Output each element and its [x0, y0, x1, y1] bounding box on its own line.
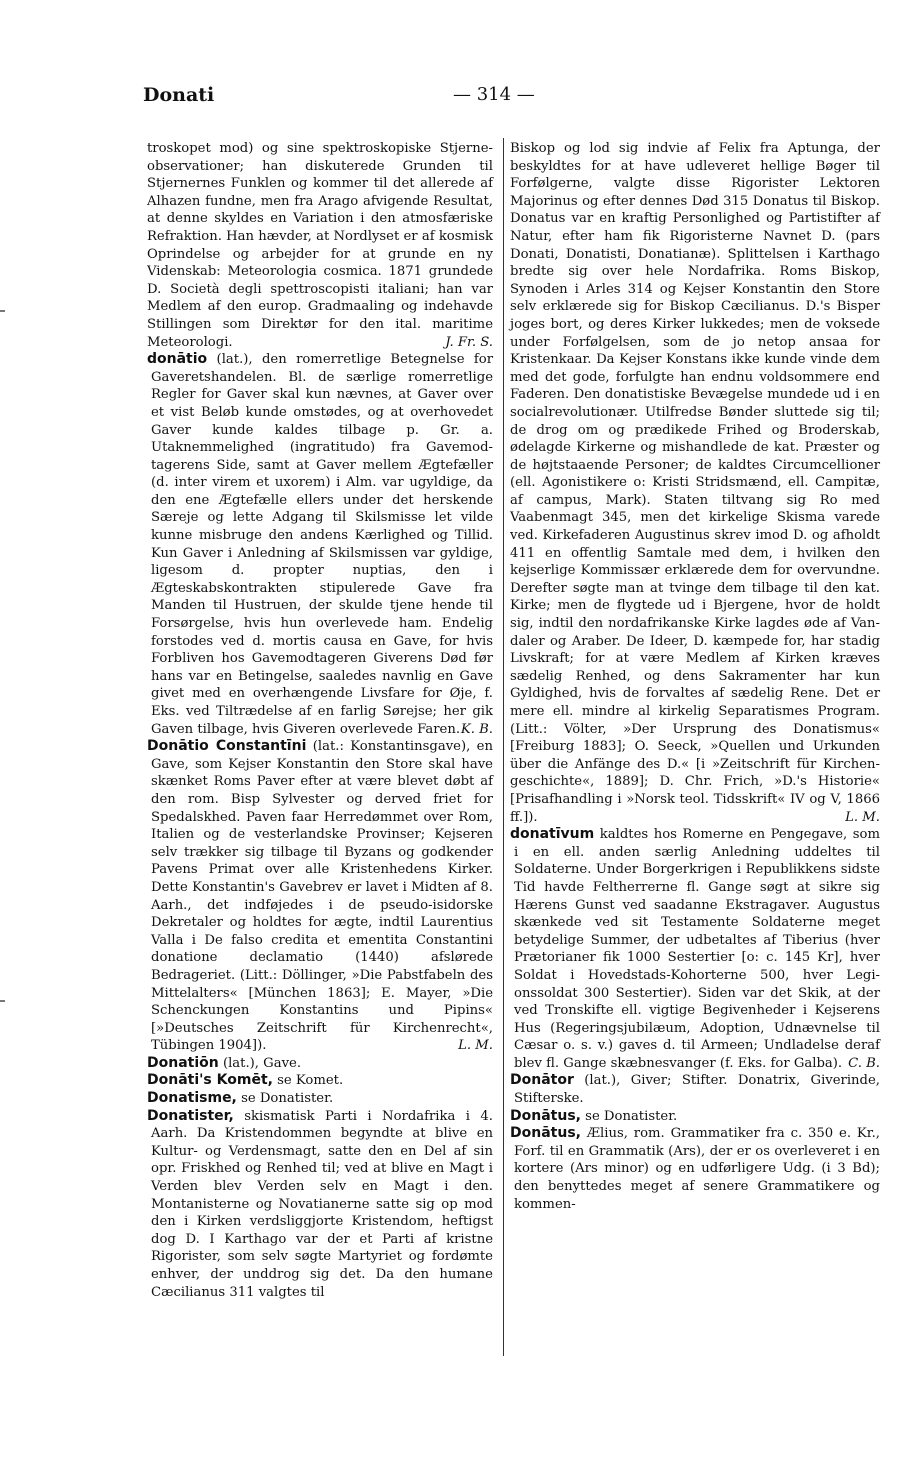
entry-donatus-aelius: [510, 1125, 880, 1213]
entry-donatus-ref: [510, 1108, 880, 1126]
scan-edge-mark: [0, 310, 5, 312]
entry-donation: [147, 1055, 493, 1073]
entry-headword: Donātor: [510, 1072, 574, 1089]
author-signature: L. M.: [458, 1038, 493, 1054]
column-divider: [503, 138, 504, 1356]
entry-donatis-komet: [147, 1072, 493, 1090]
entry-headword: donātio: [147, 351, 208, 368]
entry-headword: Donātio Constantīni: [147, 738, 307, 755]
page-number: — 314 —: [453, 84, 535, 105]
continued-paragraph: [147, 140, 493, 351]
entry-headword: Donātus,: [510, 1125, 581, 1142]
entry-donatio-constantini: [147, 738, 493, 1055]
entry-donator: [510, 1072, 880, 1107]
entry-headword: Donatisme,: [147, 1090, 237, 1107]
entry-text: (lat.), Giver; Stifter. Donatrix, Giverinde, Stifterske.: [514, 1073, 880, 1107]
author-signature: C. B.: [848, 1055, 880, 1071]
author-signature: L. M.: [845, 809, 880, 825]
entry-headword: Donātus,: [510, 1107, 581, 1124]
entry-headword: donatīvum: [510, 826, 595, 843]
right-column: [510, 140, 880, 1213]
entry-text: (lat.), den romerretlige Betegnelse for Gaveretshandelen. Bl. de særlige romerretlige Regler for Gaver skal kun nævnes, at Gaver over et vist Beløb kunde omstødes, og at overhovedet Gaver kunde kaldes tilbage p. Gr. a. Utaknemmelighed (ingratitudo) fra Gavemodtagerens Side, samt at Gaver mellem Ægtefæller (d. inter virem et uxorem) i Alm. var ugyldige, da den ene Ægtefælle ellers under det herskende Særeje og lette Adgang til Skilsmisse let vilde kunne misbruge den andens Kærlighed og Tillid. Kun Gaver i Anledning af Skilsmissen var gyldige, ligesom d. propter nuptias, den i Ægteskabskontrakten stipulerede Gave fra Manden til Hustruen, der skulde tjene hende til Forsørgelse, hvis hun overlevede ham. Endelig forstodes ved d. mortis causa en Gave, for hvis Forbliven hos Gavemodtageren Giverens Død før hans var en Betingelse, saaledes navnlig en Gave givet med en overhængende Livsfare for Øje, f. Eks. ved Tiltrædelse af en farlig Sørejse; her gik Gaven tilbage, hvis Giveren overlevede Faren.: [151, 352, 493, 737]
author-signature: K. B.: [460, 721, 493, 737]
entry-text: se Donatister.: [241, 1091, 334, 1107]
paragraph-text: troskopet mod) og sine spektroskopiske Stjerneobservationer; han diskuterede Grunden til Stjernernes Funklen og kommer til det allerede af Alhazen fundne, men fra Arago afvigende Resultat, at denne skyldes en Variation i den atmosfæriske Refraktion. Han hævder, at Nordlyset er af kosmisk Oprindelse og arbejder for at grunde en ny Videnskab: Meteorologia cosmica. 1871 grundede D. Società degli spettroscopisti italiani; han var Medlem af den europ. Gradmaaling og indehavde Stillingen som Direktør for den ital. maritime Meteorologi.: [147, 141, 493, 350]
entry-text: se Donatister.: [585, 1108, 678, 1124]
entry-text: (lat.: Konstantinsgave), en Gave, som Kejser Konstantin den Store skal have skænket Roms Paver efter at være blevet døbt af den rom. Bisp Sylvester og derved friet for Spedalskhed. Paven faar Herredømmet over Rom, Italien og de vesterlandske Provinser; Kejseren selv trækker sig tilbage til Byzans og godkender Pavens Primat over alle Kristenhedens Kirker. Dette Konstantin's Gavebrev er lavet i Midten af 8. Aarh., det indføjedes i de pseudo-isidorske Dekretaler og holdtes for ægte, indtil Laurentius Valla i De falso credita et ementita Constantini donatione declamatio (1440) afslørede Bedrageriet. (Litt.: Döllinger, »Die Pabstfabeln des Mittelalters« [München 1863]; E. Mayer, »Die Schenckungen Konstantins und Pipins« [»Deutsches Zeitschrift für Kirchenrecht«, Tübingen 1904]).: [151, 739, 493, 1054]
entry-donativum: [510, 826, 880, 1072]
entry-donatister: [147, 1108, 493, 1302]
scan-edge-mark: [0, 1000, 5, 1002]
page-header: [143, 84, 883, 114]
entry-headword: Donāti's Komēt,: [147, 1072, 273, 1089]
entry-donatisme: [147, 1090, 493, 1108]
entry-text: se Komet.: [277, 1073, 344, 1089]
entry-text: (lat.), Gave.: [222, 1055, 302, 1071]
running-head-word: Donati: [143, 84, 215, 106]
entry-text: Ælius, rom. Grammatiker fra c. 350 e. Kr., Forf. til en Grammatik (Ars), der er os overleveret i en kortere (Ars minor) og en udførligere Udg. (i 3 Bd); den benyttedes meget af senere Grammatikere og kommen-: [514, 1126, 880, 1212]
continued-paragraph: [510, 140, 880, 826]
left-column: [147, 140, 493, 1301]
entry-headword: Donatiōn: [147, 1054, 219, 1071]
entry-donatio: [147, 351, 493, 738]
entry-headword: Donatister,: [147, 1107, 234, 1124]
paragraph-text: Biskop og lod sig indvie af Felix fra Aptunga, der beskyldtes for at have udleveret hellige Bøger til Forfølgerne, valgte disse Rigorister Lektoren Majorinus og efter dennes Død 315 Donatus til Biskop. Donatus var en kraftig Personlighed og Partistifter af Natur, efter ham fik Rigoristerne Navnet D. (pars Donati, Donatisti, Donatianæ). Splittelsen i Karthago bredte sig over hele Nordafrika. Roms Biskop, Synoden i Arles 314 og Kejser Konstantin den Store selv erklærede sig for Biskop Cæcilianus. D.'s Bisper joges bort, og deres Kirker lukkedes; men de voksede under Forfølgelsen, som de jo netop ansaa for Kristenkaar. Da Kejser Konstans ikke kunde vinde dem med det gode, forfulgte han endnu voldsommere end Faderen. Den donatistiske Bevægelse mundede ud i en socialrevolutionær. Utilfredse Bønder sluttede sig til; de drog om og prædikede Frihed og Broderskab, ødelagde Kirkerne og mishandlede de kat. Præster og de højtstaaende Personer; de kaldtes Circumcellioner (ell. Agonistikere o: Kristi Stridsmænd, ell. Campitæ, af campus, Mark). Staten tiltvang sig Ro med Vaabenmagt 345, men det kirkelige Skisma varede ved. Kirkefaderen Augustinus skrev imod D. og afholdt 411 en offentlig Samtale med dem, i hvilken den kejserlige Kommissær erklærede dem for overvundne. Derefter søgte man at tvinge dem tilbage til den kat. Kirke; men de flygtede ud i Bjergene, hvor de holdt sig, indtil den nordafrikanske Kirke lagdes øde af Vandaler og Araber. De Ideer, D. kæmpede for, har stadig Livskraft; for at være Medlem af Kirken kræves sædelig Renhed, og dens Sakramenter har kun Gyldighed, hvis de forvaltes af sædelig Rene. Det er mere ell. mindre al kirkelig Separatismes Program. (Litt.: Völter, »Der Ursprung des Donatismus« [Freiburg 1883]; O. Seeck, »Quellen und Urkunden über die Anfänge des D.« [i »Zeitschrift für Kirchengeschichte«, 1889]; D. Chr. Frich, »D.'s Historie« [Prisafhandling i »Norsk teol. Tidsskrift« IV og V, 1866 ff.]).: [510, 141, 880, 825]
entry-text: skismatisk Parti i Nordafrika i 4. Aarh. Da Kristendommen begyndte at blive en Kultur- og Verdensmagt, satte den en Del af sin opr. Friskhed og Renhed til; ved at blive en Magt i Verden blev Verden selv en Magt i den. Montanisterne og Novatianerne satte sig op mod den i Kirken verdsliggjorte Kristendom, heftigst dog D. I Karthago var der et Parti af kristne Rigorister, som selv søgte Martyriet og fordømte enhver, der unddrog sig det. Da den humane Cæcilianus 311 valgtes til: [151, 1108, 493, 1300]
author-signature: J. Fr. S.: [445, 334, 493, 350]
entry-text: kaldtes hos Romerne en Pengegave, som i en ell. anden særlig Anledning uddeltes til Soldaterne. Under Borgerkrigen i Republikkens sidste Tid havde Feltherrerne fl. Gange søgt at sikre sig Hærens Gunst ved saadanne Ekstragaver. Augustus skænkede ved sit Testamente Soldaterne meget betydelige Summer, der udbetaltes af Tiberius (hver Prætorianer fik 1000 Sestertier [o: c. 145 Kr], hver Soldat i Hovedstads-Kohorterne 500, hver Legionssoldat 300 Sestertier). Siden var det Skik, at der ved Tronskifte ell. vigtige Begivenheder i Kejserens Hus (Regeringsjubilæum, Adoption, Udnævnelse til Cæsar o. s. v.) gaves d. til Armeen; Undladelse deraf blev fl. Gange skæbnesvanger (f. Eks. for Galba).: [514, 827, 880, 1071]
